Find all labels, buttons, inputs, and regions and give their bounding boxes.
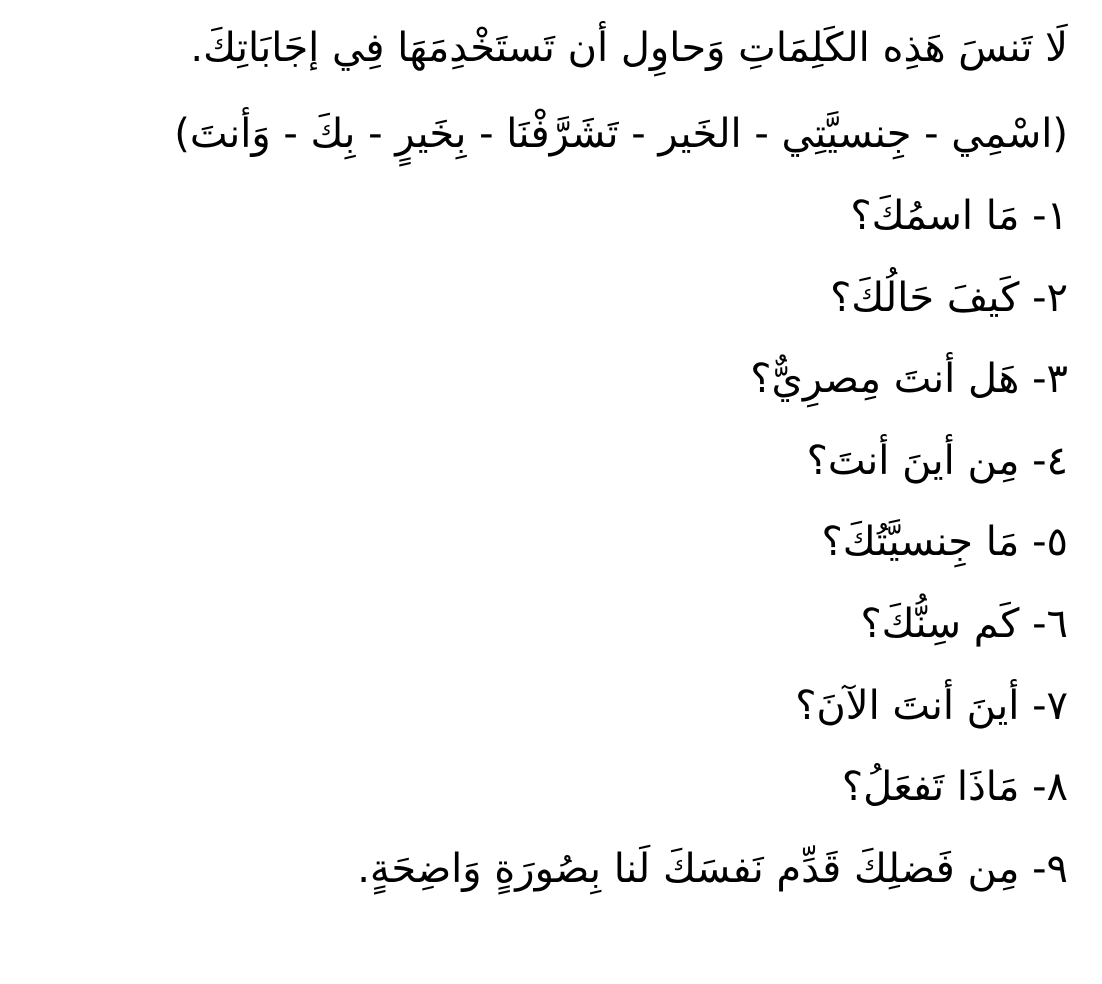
question-item-5: ٥- مَا جِنسيَّتُكَ؟: [821, 519, 1068, 566]
question-item-1: ١- مَا اسمُكَ؟: [850, 193, 1068, 239]
question-item-4: ٤- مِن أينَ أنتَ؟: [806, 437, 1068, 484]
question-item-7: ٧- أينَ أنتَ الآنَ؟: [795, 682, 1068, 729]
instruction-text: لَا تَنسَ هَذِه الكَلِمَاتِ وَحاوِل أن تَستَخْدِمَهَا فِي إجَابَاتِكَ.: [190, 25, 1068, 71]
question-item-8: ٨- مَاذَا تَفعَلُ؟: [841, 764, 1068, 811]
word-bank: (اسْمِي - جِنسيَّتِي - الخَير - تَشَرَّفْنَا - بِخَيرٍ - بِكَ - وَأنتَ): [174, 111, 1068, 157]
questions-list: [20, 186, 1068, 920]
question-item-3: ٣- هَل أنتَ مِصرِيٌّ؟: [750, 356, 1068, 403]
question-item-2: ٢- كَيفَ حَالُكَ؟: [830, 274, 1068, 321]
question-item-6: ٦- كَم سِنُّكَ؟: [860, 600, 1068, 647]
question-item-9: ٩- مِن فَضلِكَ قَدِّم نَفسَكَ لَنا بِصُورَةٍ وَاضِحَةٍ.: [357, 845, 1068, 892]
